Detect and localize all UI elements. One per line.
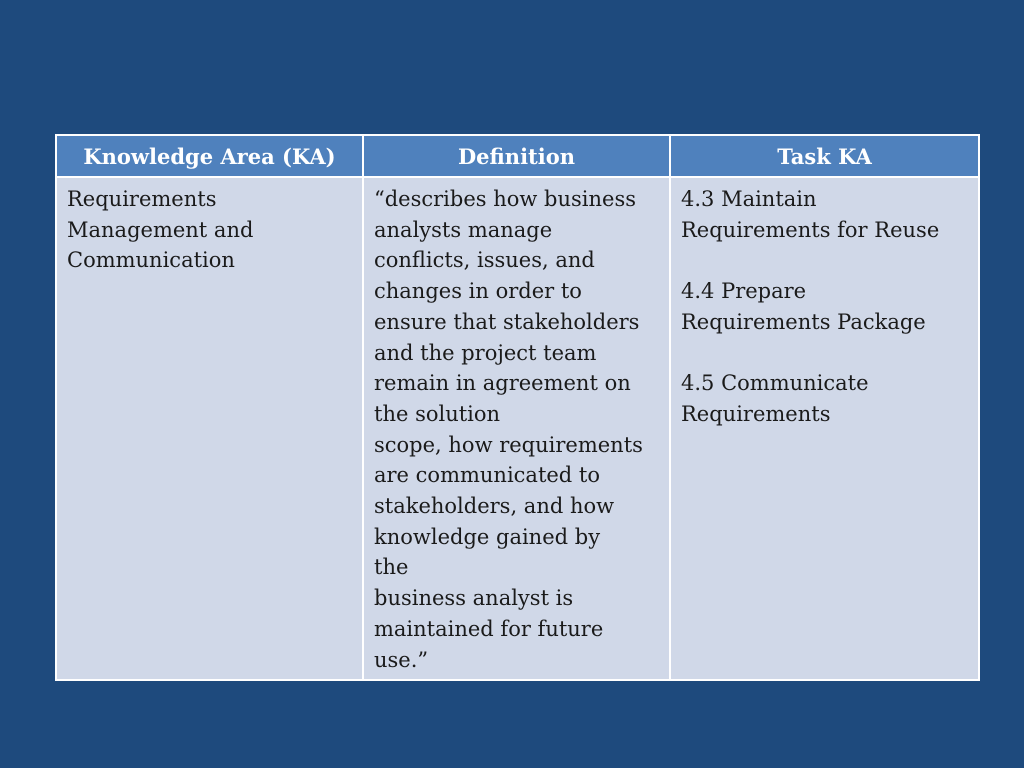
task-ka-cell bbox=[670, 177, 979, 680]
task-line: Requirements Package bbox=[681, 309, 926, 334]
definition-line: conflicts, issues, and bbox=[374, 248, 595, 273]
task-item bbox=[681, 276, 968, 337]
definition-line: stakeholders, and how bbox=[374, 494, 615, 519]
definition-line: the solution bbox=[374, 401, 501, 426]
definition-line: changes in order to bbox=[374, 279, 582, 304]
table-row bbox=[56, 177, 979, 680]
knowledge-area-table bbox=[55, 134, 980, 681]
knowledge-area-line: Communication bbox=[67, 248, 235, 273]
task-line: Requirements bbox=[681, 401, 831, 426]
definition-line: maintained for future bbox=[374, 616, 604, 641]
definition-line: use.” bbox=[374, 647, 429, 672]
task-line: 4.5 Communicate bbox=[681, 371, 869, 396]
definition-line: and the project team bbox=[374, 340, 597, 365]
header-definition: Definition bbox=[363, 135, 670, 177]
task-line: 4.4 Prepare bbox=[681, 279, 807, 304]
definition-line: are communicated to bbox=[374, 463, 601, 488]
task-item bbox=[681, 184, 968, 245]
table-header-row bbox=[56, 135, 979, 177]
task-line: 4.3 Maintain bbox=[681, 187, 817, 211]
definition-line: remain in agreement on bbox=[374, 371, 631, 396]
task-line: Requirements for Reuse bbox=[681, 217, 940, 242]
header-knowledge-area: Knowledge Area (KA) bbox=[56, 135, 363, 177]
knowledge-area-line: Requirements bbox=[67, 187, 217, 211]
definition-line: business analyst is bbox=[374, 586, 574, 611]
definition-line: scope, how requirements bbox=[374, 432, 643, 457]
definition-line: ensure that stakeholders bbox=[374, 309, 640, 334]
knowledge-area-cell bbox=[56, 177, 363, 680]
definition-line: the bbox=[374, 555, 409, 580]
task-item bbox=[681, 368, 968, 429]
definition-line: “describes how business bbox=[374, 187, 637, 211]
definition-line: analysts manage bbox=[374, 217, 553, 242]
header-task-ka: Task KA bbox=[670, 135, 979, 177]
definition-line: knowledge gained by bbox=[374, 524, 601, 549]
definition-cell bbox=[363, 177, 670, 680]
knowledge-area-line: Management and bbox=[67, 217, 254, 242]
